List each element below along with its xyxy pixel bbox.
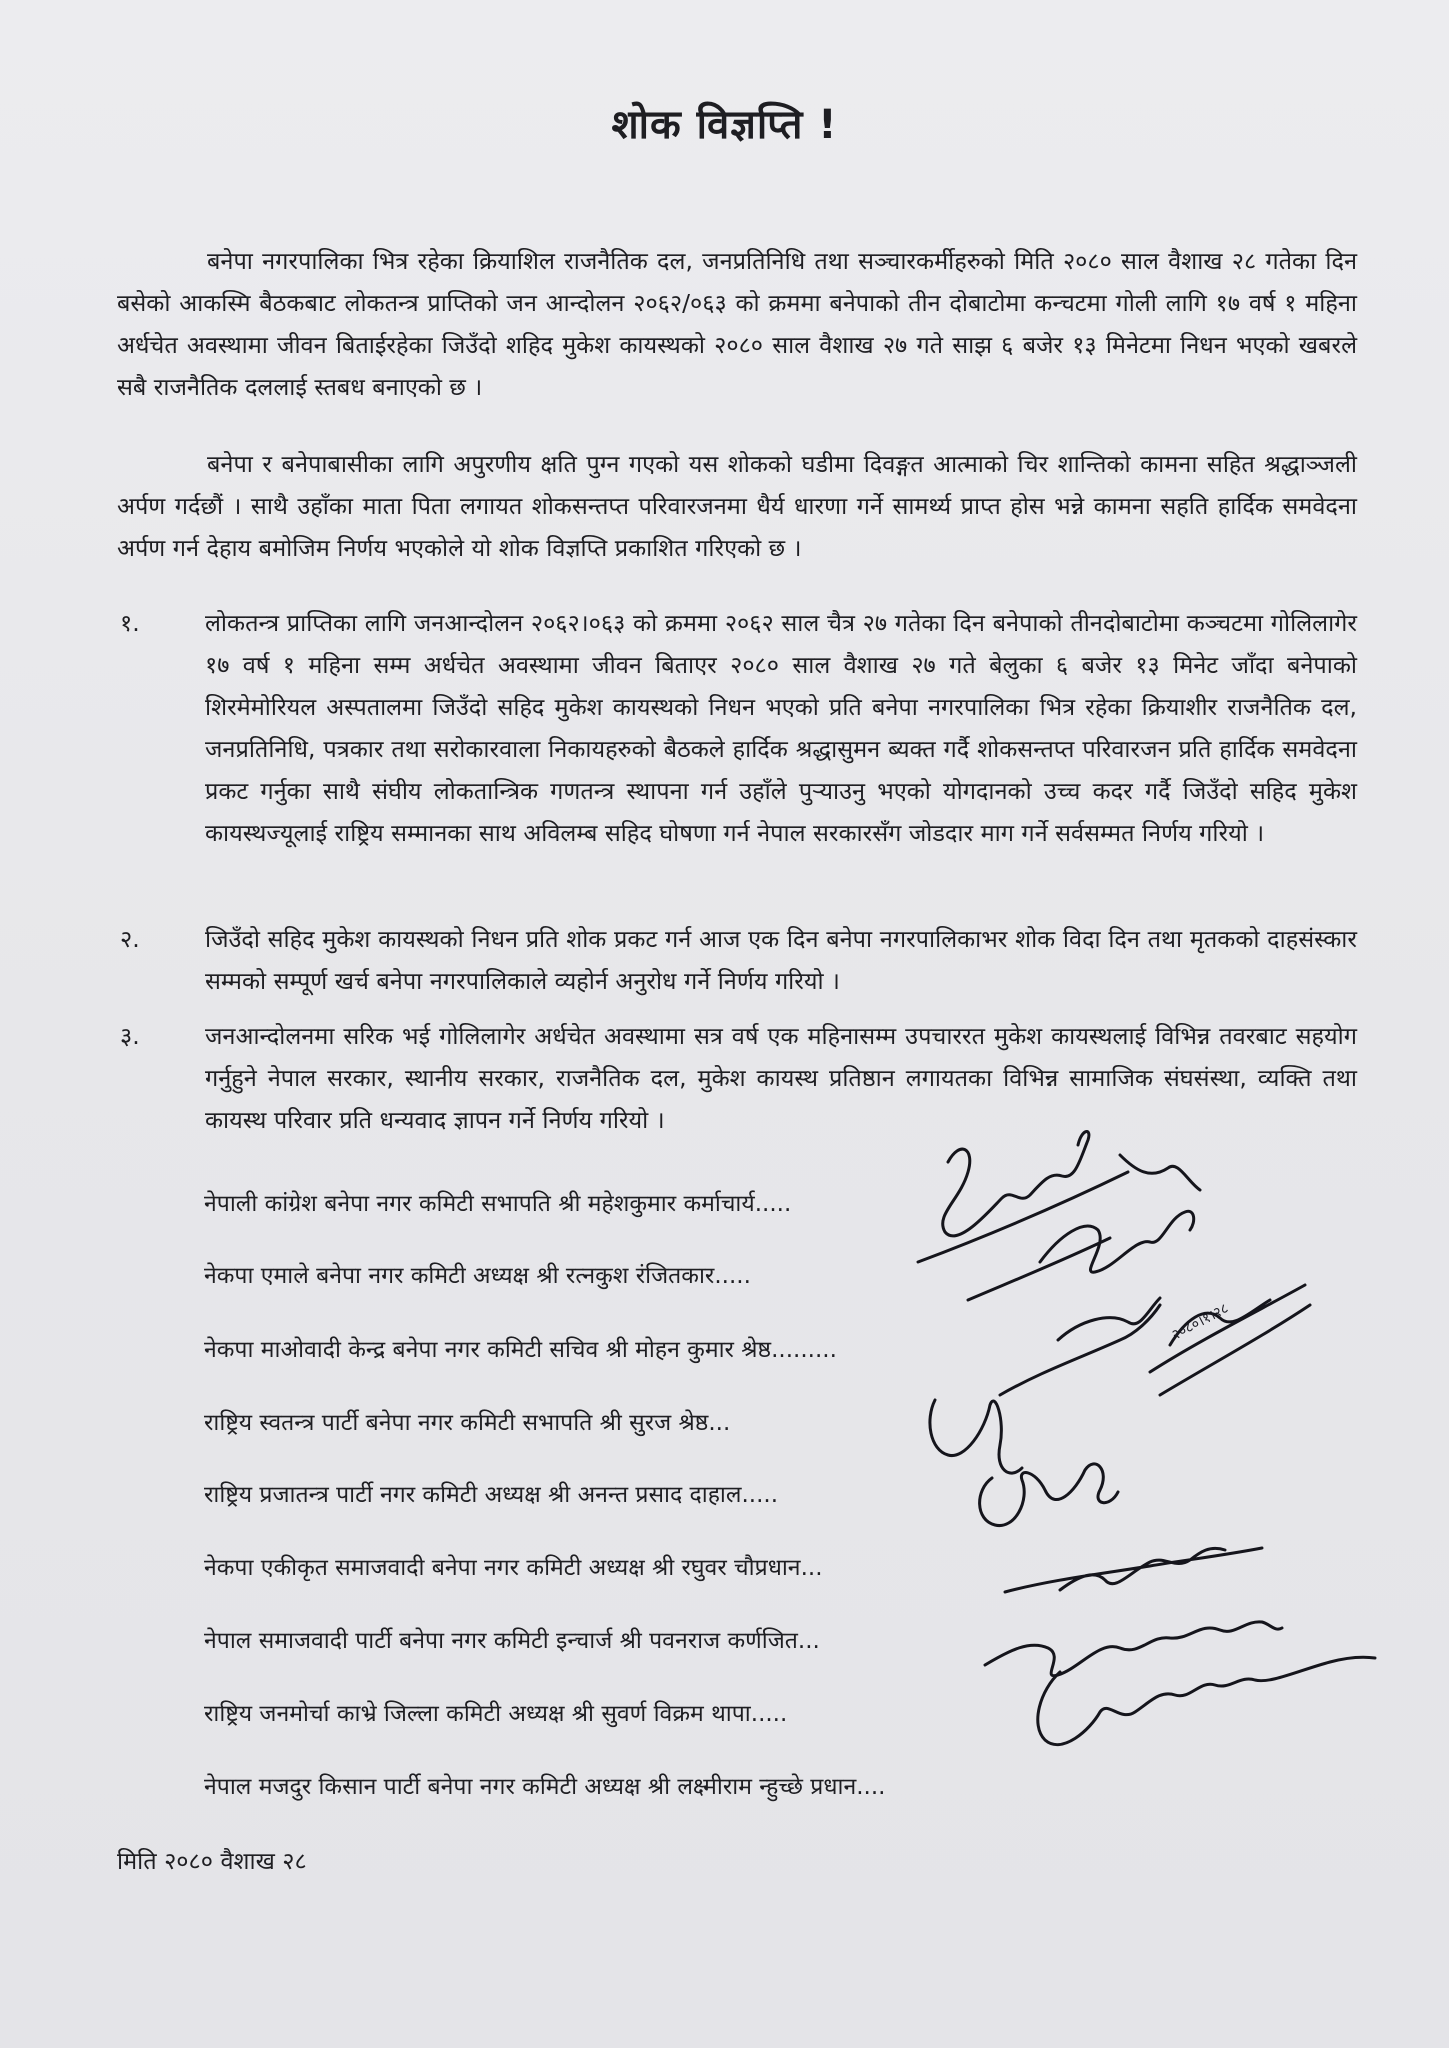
decision-text: लोकतन्त्र प्राप्तिका लागि जनआन्दोलन २०६२।०६३ को क्रममा २०६२ साल चैत्र २७ गतेका दिन बनेपाको तीनदोबाटोमा कञ्चटमा गोलिलागेर १७ वर्ष १ महिना सम्म अर्धचेत अवस्थामा जीवन बिताएर २०८० साल वैशाख २७ गते बेलुका ६ बजेर १३ मिनेट जाँदा बनेपाको शिरमेमोरियल अस्पतालमा जिउँदो सहिद मुकेश कायस्थको निधन भएको प्रति बनेपा नगरपालिका भित्र रहेका क्रियाशीर राजनैतिक दल, जनप्रतिनिधि, पत्रकार तथा सरोकारवाला निकायहरुको बैठकले हार्दिक श्रद्धासुमन ब्यक्त गर्दै शोकसन्तप्त परिवारजन प्रति हार्दिक समवेदना प्रकट गर्नुका साथै संघीय लोकतान्त्रिक गणतन्त्र स्थापना गर्न उहाँले पुऱ्याउनु भएको योगदानको उच्च कदर गर्दै जिउँदो सहिद मुकेश कायस्थज्यूलाई राष्ट्रिय सम्मानका साथ अविलम्ब सहिद घोषणा गर्न नेपाल सरकारसँग जोडदार माग गर्ने सर्वसम्मत निर्णय गरियो ।: [205, 609, 1357, 847]
signature-5: [980, 1464, 1118, 1526]
signatory-line: नेकपा एकीकृत समाजवादी बनेपा नगर कमिटी अध्यक्ष श्री रघुवर चौप्रधान...: [204, 1555, 823, 1581]
decision-text: जिउँदो सहिद मुकेश कायस्थको निधन प्रति शोक प्रकट गर्न आज एक दिन बनेपा नगरपालिकाभर शोक विदा दिन तथा मृतकको दाहसंस्कार सम्मको सम्पूर्ण खर्च बनेपा नगरपालिकाले व्यहोर्न अनुरोध गर्ने निर्णय गरियो ।: [205, 925, 1357, 995]
page-title: शोक विज्ञप्ति !: [611, 102, 838, 148]
signature-2: [968, 1211, 1194, 1300]
signatory-line: नेपाल मजदुर किसान पार्टी बनेपा नगर कमिटी अध्यक्ष श्री लक्ष्मीराम न्हुच्छे प्रधान....: [204, 1774, 886, 1800]
decision-number: २.: [120, 925, 140, 953]
decision-number: ३.: [120, 1022, 140, 1050]
decision-text: जनआन्दोलनमा सरिक भई गोलिलागेर अर्धचेत अवस्थामा सत्र वर्ष एक महिनासम्म उपचाररत मुकेश कायस्थलाई विभिन्न तवरबाट सहयोग गर्नुहुने नेपाल सरकार, स्थानीय सरकार, राजनैतिक दल, मुकेश कायस्थ प्रतिष्ठान लगायतका विभिन्न सामाजिक संघसंस्था, व्यक्ति तथा कायस्थ परिवार प्रति धन्यवाद ज्ञापन गर्ने निर्णय गरियो ।: [205, 1022, 1357, 1134]
signatory-line: राष्ट्रिय स्वतन्त्र पार्टी बनेपा नगर कमिटी सभापति श्री सुरज श्रेष्ठ...: [204, 1410, 731, 1436]
signature-date-annotation: २०८०।१।२८: [1169, 1300, 1232, 1344]
signatory-line: नेपाली कांग्रेश बनेपा नगर कमिटी सभापति श्री महेशकुमार कर्माचार्य.....: [204, 1191, 792, 1217]
signature-4: [930, 1400, 1022, 1473]
signatory-line: राष्ट्रिय जनमोर्चा काभ्रे जिल्ला कमिटी अध्यक्ष श्री सुवर्ण विक्रम थापा.....: [204, 1701, 788, 1727]
signature-8: [1038, 1657, 1375, 1744]
decision-number: १.: [120, 609, 140, 637]
condolence-paragraph: बनेपा र बनेपाबासीका लागि अपुरणीय क्षति पुग्न गएको यस शोकको घडीमा दिवङ्गत आत्माको चिर शान्तिको कामना सहित श्रद्धाञ्जली अर्पण गर्दछौं । साथै उहाँका माता पिता लगायत शोकसन्तप्त परिवारजनमा धैर्य धारणा गर्ने सामर्थ्य प्राप्त होस भन्ने कामना सहति हार्दिक समवेदना अर्पण गर्न देहाय बमोजिम निर्णय भएकोले यो शोक विज्ञप्ति प्रकाशित गरिएको छ ।: [117, 450, 1357, 562]
signature-3: [1000, 1285, 1310, 1395]
signature-6: [1005, 1548, 1262, 1592]
signatory-line: नेकपा माओवादी केन्द्र बनेपा नगर कमिटी सचिव श्री मोहन कुमार श्रेष्ठ.........: [204, 1337, 837, 1363]
signature-1: [918, 1132, 1200, 1262]
intro-paragraph: बनेपा नगरपालिका भित्र रहेका क्रियाशिल राजनैतिक दल, जनप्रतिनिधि तथा सञ्चारकर्मीहरुको मिति २०८० साल वैशाख २८ गतेका दिन बसेको आकस्मि बैठकबाट लोकतन्त्र प्राप्तिको जन आन्दोलन २०६२/०६३ को क्रममा बनेपाको तीन दोबाटोमा कन्चटमा गोली लागि १७ वर्ष १ महिना अर्धचेत अवस्थामा जीवन बिताईरहेका जिउँदो शहिद मुकेश कायस्थको २०८० साल वैशाख २७ गते साझ ६ बजेर १३ मिनेटमा निधन भएको खबरले सबै राजनैतिक दललाई स्तबध बनाएको छ ।: [117, 247, 1357, 401]
document-date: मिति २०८० वैशाख २८: [117, 1847, 307, 1875]
signatory-line: राष्ट्रिय प्रजातन्त्र पार्टी नगर कमिटी अध्यक्ष श्री अनन्त प्रसाद दाहाल.....: [204, 1482, 779, 1508]
signatory-line: नेपाल समाजवादी पार्टी बनेपा नगर कमिटी इन्चार्ज श्री पवनराज कर्णजित...: [204, 1628, 820, 1654]
signatory-line: नेकपा एमाले बनेपा नगर कमिटी अध्यक्ष श्री रत्नकुश रंजितकार.....: [204, 1263, 751, 1289]
signature-7: [985, 1622, 1282, 1676]
